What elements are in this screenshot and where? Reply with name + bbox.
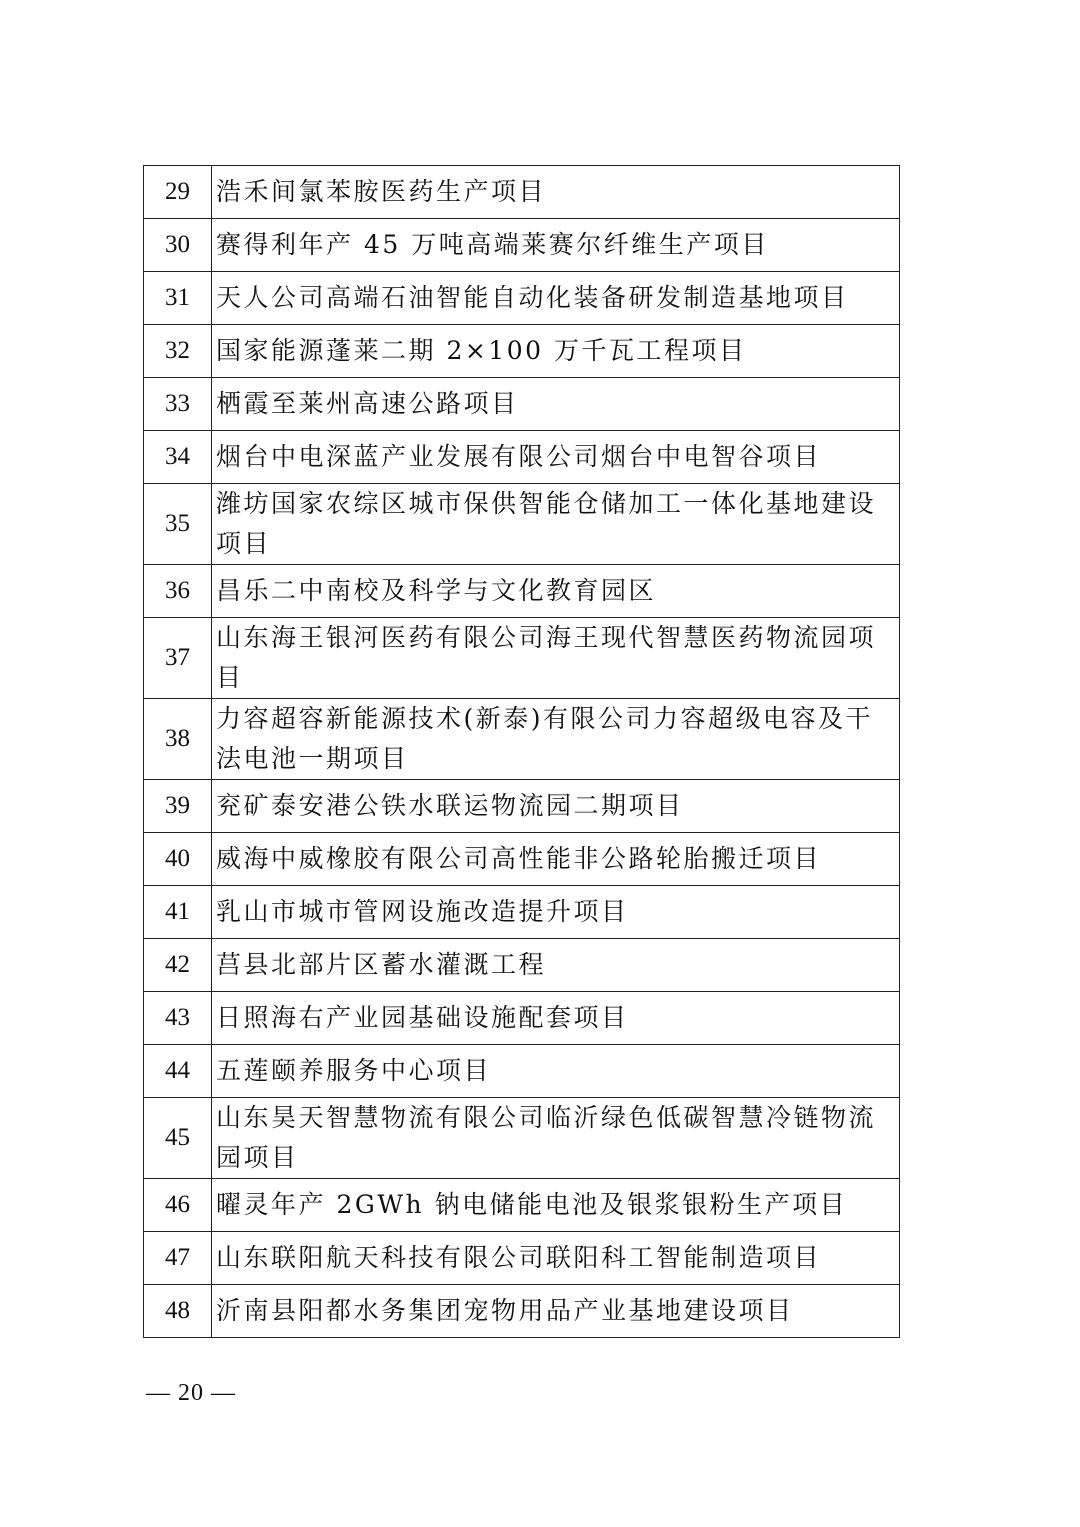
table-row xyxy=(144,992,900,1045)
table-row xyxy=(144,325,900,378)
row-number: 41 xyxy=(144,886,212,939)
row-number: 34 xyxy=(144,431,212,484)
table-row xyxy=(144,618,900,699)
project-name: 山东昊天智慧物流有限公司临沂绿色低碳智慧冷链物流园项目 xyxy=(212,1098,900,1179)
table-row xyxy=(144,484,900,565)
project-name: 浩禾间氯苯胺医药生产项目 xyxy=(212,166,900,219)
row-number: 32 xyxy=(144,325,212,378)
project-name: 五莲颐养服务中心项目 xyxy=(212,1045,900,1098)
row-number: 37 xyxy=(144,618,212,699)
row-number: 47 xyxy=(144,1232,212,1285)
row-number: 29 xyxy=(144,166,212,219)
table-row xyxy=(144,431,900,484)
row-number: 46 xyxy=(144,1179,212,1232)
table-row xyxy=(144,378,900,431)
table-body xyxy=(144,166,900,1338)
project-name: 栖霞至莱州高速公路项目 xyxy=(212,378,900,431)
row-number: 31 xyxy=(144,272,212,325)
row-number: 48 xyxy=(144,1285,212,1338)
project-name: 国家能源蓬莱二期 2×100 万千瓦工程项目 xyxy=(212,325,900,378)
project-name: 山东联阳航天科技有限公司联阳科工智能制造项目 xyxy=(212,1232,900,1285)
row-number: 35 xyxy=(144,484,212,565)
table-row xyxy=(144,166,900,219)
project-name: 乳山市城市管网设施改造提升项目 xyxy=(212,886,900,939)
table-row xyxy=(144,565,900,618)
table-row xyxy=(144,833,900,886)
row-number: 30 xyxy=(144,219,212,272)
row-number: 39 xyxy=(144,780,212,833)
row-number: 33 xyxy=(144,378,212,431)
page-number: — 20 — xyxy=(146,1380,236,1406)
table-row xyxy=(144,1179,900,1232)
project-name: 日照海右产业园基础设施配套项目 xyxy=(212,992,900,1045)
project-name: 昌乐二中南校及科学与文化教育园区 xyxy=(212,565,900,618)
row-number: 38 xyxy=(144,699,212,780)
row-number: 36 xyxy=(144,565,212,618)
project-name: 天人公司高端石油智能自动化装备研发制造基地项目 xyxy=(212,272,900,325)
project-name: 威海中威橡胶有限公司高性能非公路轮胎搬迁项目 xyxy=(212,833,900,886)
project-name: 曜灵年产 2GWh 钠电储能电池及银浆银粉生产项目 xyxy=(212,1179,900,1232)
project-name: 力容超容新能源技术(新泰)有限公司力容超级电容及干法电池一期项目 xyxy=(212,699,900,780)
row-number: 45 xyxy=(144,1098,212,1179)
table-row xyxy=(144,1232,900,1285)
project-name: 烟台中电深蓝产业发展有限公司烟台中电智谷项目 xyxy=(212,431,900,484)
row-number: 40 xyxy=(144,833,212,886)
table-row xyxy=(144,699,900,780)
project-name: 沂南县阳都水务集团宠物用品产业基地建设项目 xyxy=(212,1285,900,1338)
project-name: 兖矿泰安港公铁水联运物流园二期项目 xyxy=(212,780,900,833)
project-name: 赛得利年产 45 万吨高端莱赛尔纤维生产项目 xyxy=(212,219,900,272)
project-name: 莒县北部片区蓄水灌溉工程 xyxy=(212,939,900,992)
row-number: 44 xyxy=(144,1045,212,1098)
table-row xyxy=(144,1098,900,1179)
table-row xyxy=(144,1285,900,1338)
project-name: 潍坊国家农综区城市保供智能仓储加工一体化基地建设项目 xyxy=(212,484,900,565)
table-row xyxy=(144,1045,900,1098)
table-row xyxy=(144,939,900,992)
table-row xyxy=(144,780,900,833)
row-number: 43 xyxy=(144,992,212,1045)
table-row xyxy=(144,272,900,325)
row-number: 42 xyxy=(144,939,212,992)
project-table xyxy=(143,165,900,1338)
table-row xyxy=(144,219,900,272)
project-name: 山东海王银河医药有限公司海王现代智慧医药物流园项目 xyxy=(212,618,900,699)
table-row xyxy=(144,886,900,939)
